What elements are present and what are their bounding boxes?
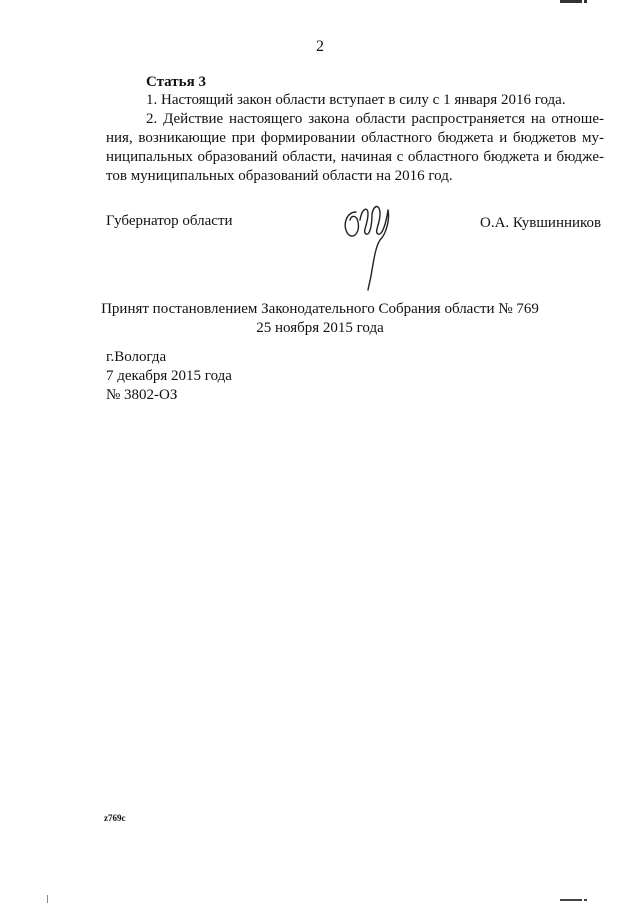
handwritten-signature <box>338 200 402 292</box>
signing-date: 7 декабря 2015 года <box>106 368 232 384</box>
signer-position: Губернатор области <box>106 213 233 229</box>
scan-mark-left <box>47 895 48 903</box>
law-number: № 3802-ОЗ <box>106 387 178 403</box>
adoption-line-1: Принят постановлением Законодательного Собрания области № 769 <box>101 301 539 317</box>
city: г.Вологда <box>106 349 167 365</box>
scan-mark-top-dot <box>584 0 587 3</box>
scan-mark-top <box>560 0 582 3</box>
article-paragraph-1: 1. Настоящий закон области вступает в силу с 1 января 2016 года. <box>146 92 566 108</box>
place-date-number-block <box>106 348 232 405</box>
page-number: 2 <box>316 38 324 55</box>
adoption-date: 25 ноября 2015 года <box>256 320 384 336</box>
document-code: z769c <box>104 813 126 823</box>
article-paragraph-2: 2. Действие настоящего закона области распространяется на отноше-ния, возникающие при формировании областного бюджета и бюджетов му-ниципальных образований области, начиная с областного бюджета и бюдже-тов муниципальных образований области на 2016 год. <box>106 111 604 184</box>
scan-mark-bottom <box>560 899 582 901</box>
scan-mark-bottom-dot <box>584 899 587 901</box>
adoption-block <box>0 300 640 338</box>
article-title: Статья 3 <box>146 74 206 90</box>
signer-name: О.А. Кувшинников <box>480 215 602 231</box>
